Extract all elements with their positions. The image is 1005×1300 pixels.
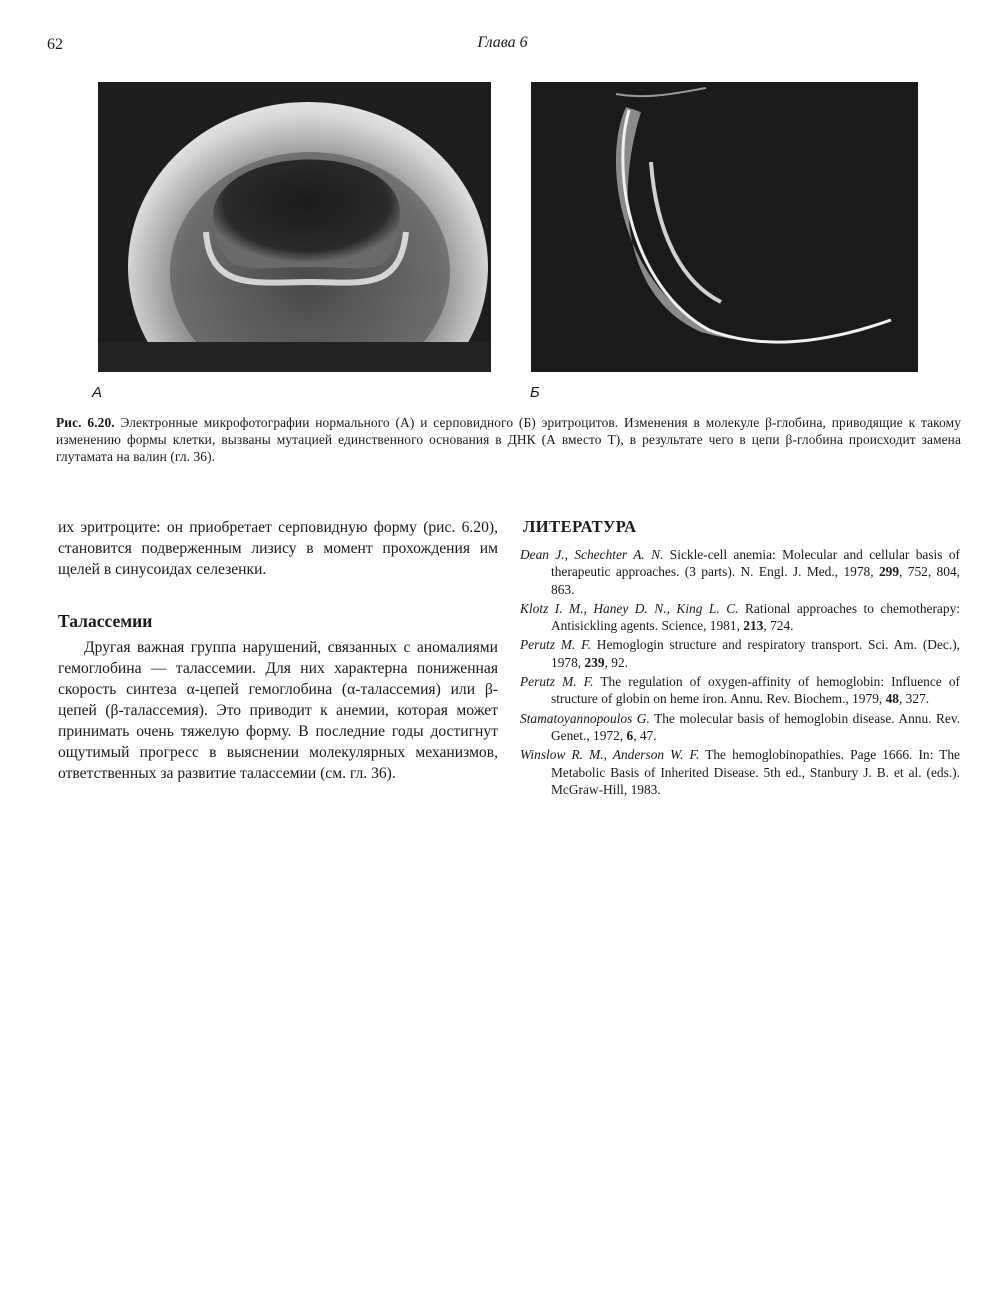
figure-caption xyxy=(56,414,961,465)
left-column xyxy=(58,517,498,580)
running-head: Глава 6 xyxy=(477,34,528,51)
reference-item xyxy=(520,673,960,708)
ref-authors: Perutz M. F. xyxy=(520,637,591,653)
ref-text: Sickle-cell anemia: Molecular and cellular basis of therapeutic approaches. (3 parts). N. Engl. J. Med., 1978, xyxy=(551,547,960,580)
ref-text: The regulation of oxygen-affinity of hemoglobin: Influence of structure of globin on heme iron. Annu. Rev. Biochem., 1979, xyxy=(551,674,960,707)
page-number: 62 xyxy=(47,36,63,53)
reference-item xyxy=(520,710,960,745)
ref-volume: 48 xyxy=(885,691,899,707)
caption-title: Рис. 6.20. xyxy=(56,415,115,430)
ref-authors: Stamatoyannopoulos G. xyxy=(520,710,650,726)
panel-b-label: Б xyxy=(530,384,540,401)
reference-item xyxy=(520,636,960,671)
body-paragraph: их эритроците: он приобретает серповидную форму (рис. 6.20), становится подверженным лизису в момент прохождения им щелей в синусоидах селезенки. xyxy=(58,519,498,578)
ref-text: Rational approaches to chemotherapy: Antisickling agents. Science, 1981, xyxy=(551,600,960,634)
panel-a-label: А xyxy=(92,384,103,401)
reference-item xyxy=(520,746,960,798)
ref-volume: 6 xyxy=(626,727,634,743)
ref-volume: 239 xyxy=(584,654,605,670)
reference-item xyxy=(520,600,960,635)
ref-authors: Winslow R. M., Anderson W. F. xyxy=(520,747,700,763)
photo-sickle-erythrocyte xyxy=(531,82,918,372)
photo-normal-erythrocyte xyxy=(98,82,491,372)
reference-item xyxy=(520,546,960,598)
ref-volume: 213 xyxy=(743,618,764,634)
references-heading: ЛИТЕРАТУРА xyxy=(523,517,637,536)
ref-volume: 299 xyxy=(878,564,900,580)
ref-authors: Klotz I. M., Haney D. N., King L. C. xyxy=(520,600,739,616)
ref-pages: , 47. xyxy=(633,727,657,743)
ref-pages: , 752, 804, 863. xyxy=(551,564,960,597)
ref-authors: Dean J., Schechter A. N. xyxy=(520,547,664,562)
caption-text: Электронные микрофотографии нормального (А) и серповидного (Б) эритроцитов. Изменения в молекуле β-глобина, приводящие к такому изменению формы клетки, вызваны мутацией единственного основания в ДНК (А вместо Т), в результате чего в цепи β-глобина происходит замена глутамата на валин (гл. 36). xyxy=(56,415,961,464)
references-column xyxy=(520,517,960,800)
ref-text: The molecular basis of hemoglobin disease. Annu. Rev. Genet., 1972, xyxy=(551,710,961,743)
section-heading: Талассемии xyxy=(58,611,153,631)
ref-pages: , 327. xyxy=(898,691,930,707)
ref-authors: Perutz M. F. xyxy=(520,674,594,690)
body-paragraph: Другая важная группа нарушений, связанных с аномалиями гемоглобина — талассемии. Для них характерна пониженная скорость синтеза α-цепей гемоглобина (α-талассемия) или β-цепей (β-талассемия). Это приводит к анемии, которая может принимать очень тяжелую форму. В последние годы достигнут ощутимый прогресс в выяснении молекулярных механизмов, ответственных за развитие талассемии (см. гл. 36). xyxy=(58,639,498,782)
ref-text: Hemoglogin structure and respiratory transport. Sci. Am. (Dec.), 1978, xyxy=(551,637,960,670)
section-heading-wrap xyxy=(58,611,152,632)
ref-pages: , 724. xyxy=(763,618,794,634)
ref-text: The hemoglobinopathies. Page 1666. In: The Metabolic Basis of Inherited Disease. 5th ed., Stanbury J. B. et al. (eds.). McGraw-Hill, 1983. xyxy=(551,747,960,797)
ref-pages: , 92. xyxy=(604,654,629,670)
